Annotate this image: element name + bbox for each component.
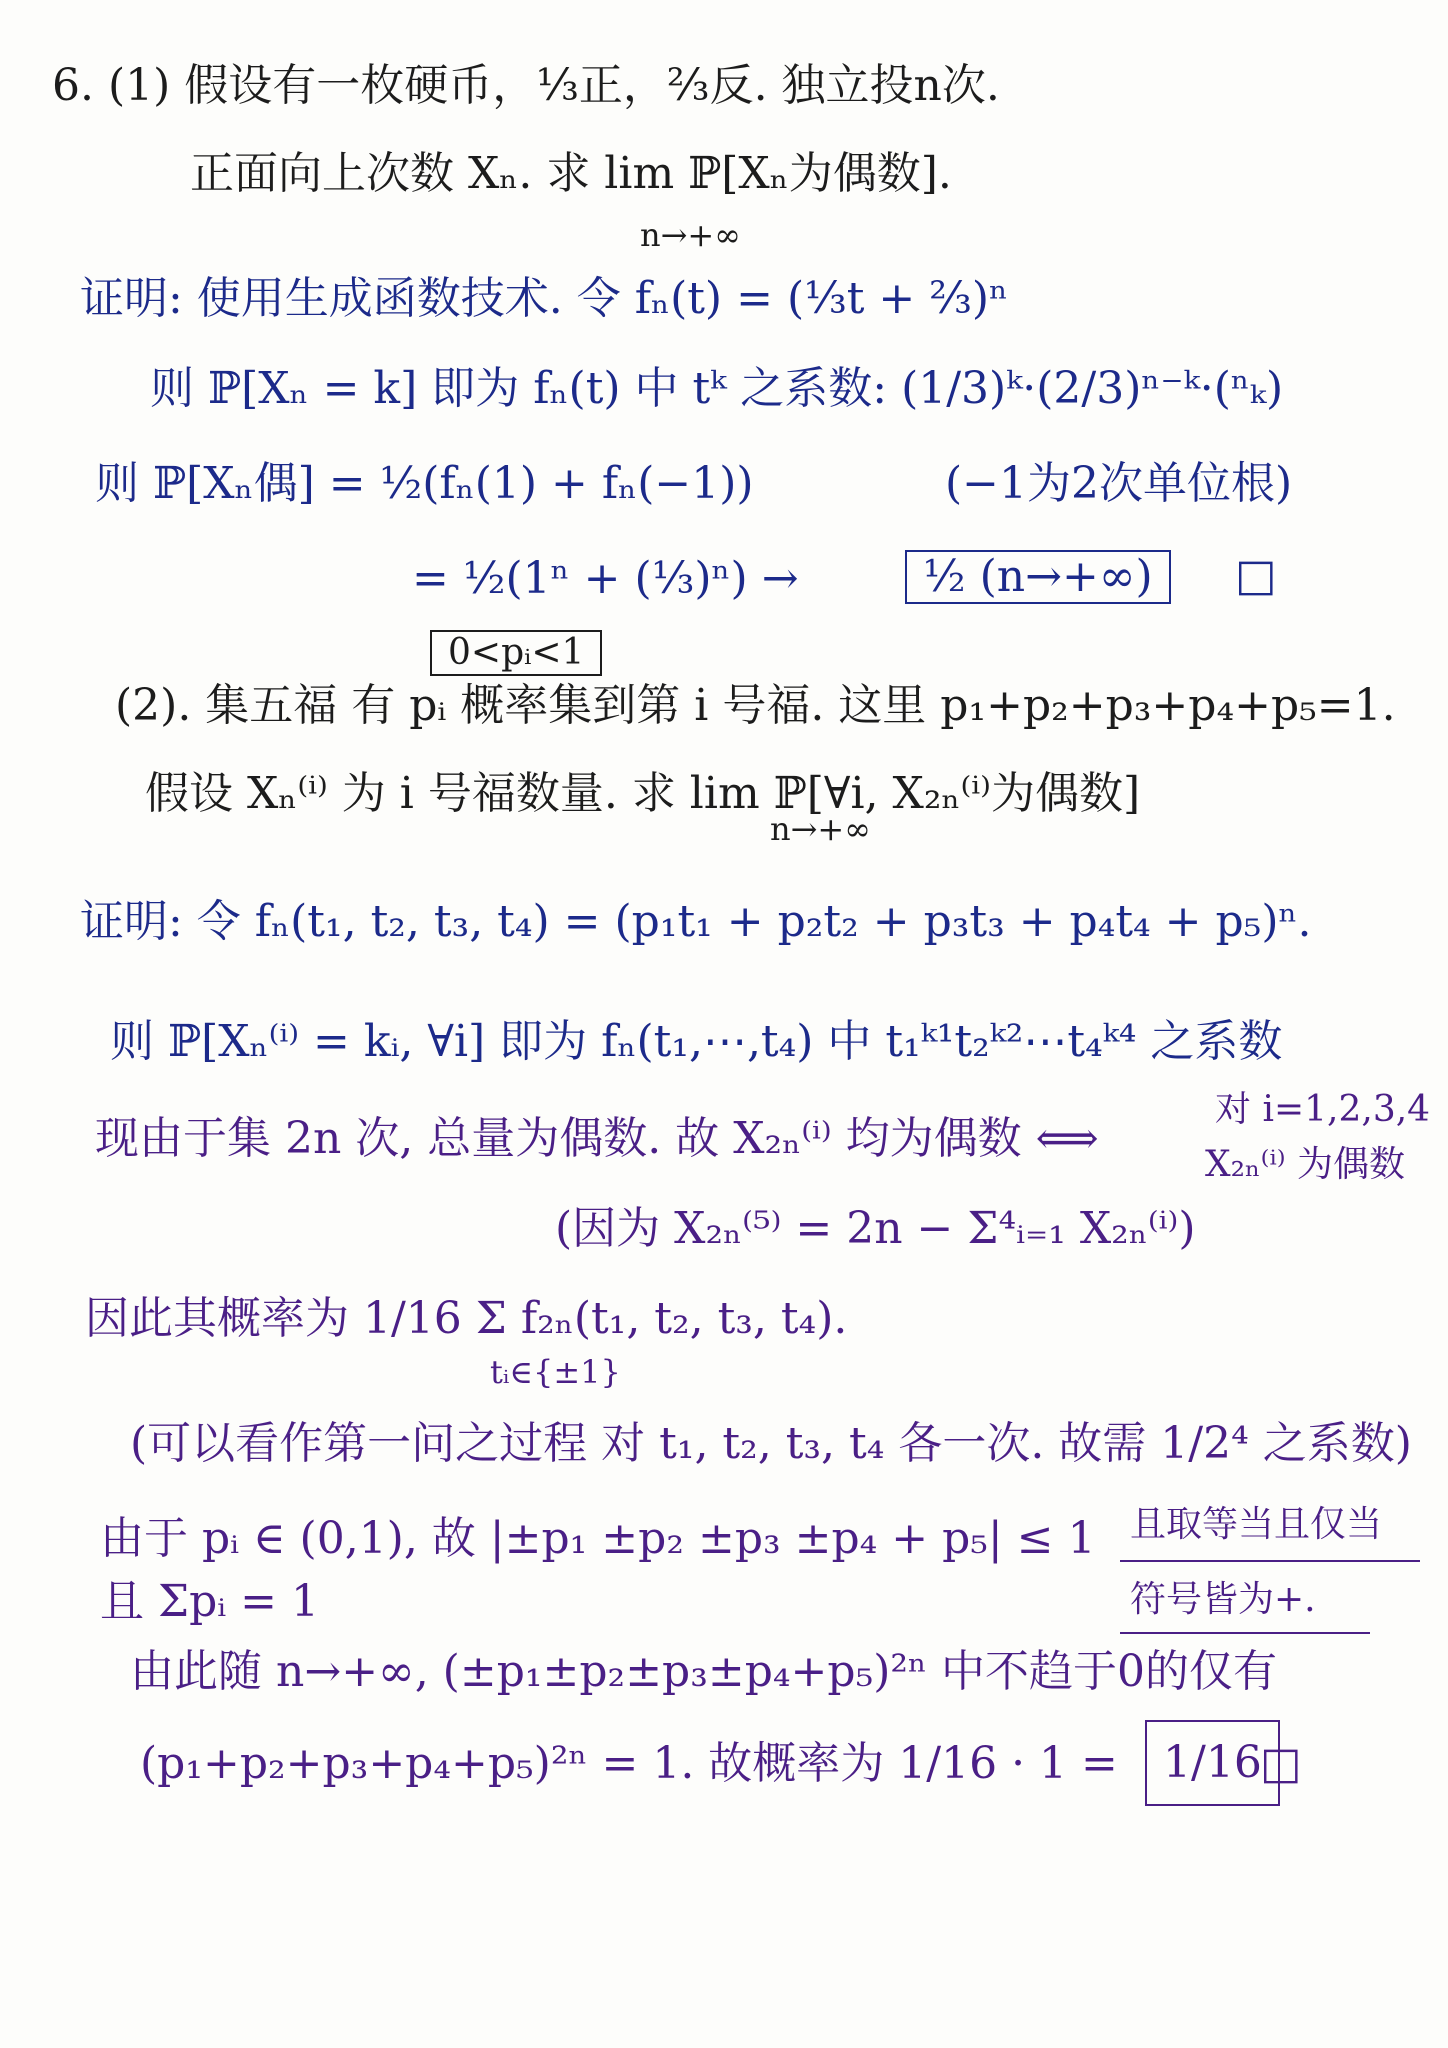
problem2-note-underline2 (1120, 1632, 1370, 1634)
problem2-answer: 1/16 (1145, 1720, 1280, 1806)
problem2-proof-note2: 符号皆为+. (1130, 1579, 1316, 1620)
problem2-proof-line7b: 且 Σpᵢ = 1 (100, 1576, 319, 1627)
problem1-lim-subscript: n→+∞ (640, 216, 741, 254)
problem1-answer: ½ (n→+∞) (905, 550, 1171, 604)
problem2-note-underline1 (1120, 1560, 1420, 1562)
problem2-proof-line7: 由于 pᵢ ∈ (0,1), 故 |±p₁ ±p₂ ±p₃ ±p₄ + p₅| ≤ 1 (100, 1513, 1096, 1564)
problem2-constraint-box: 0<pᵢ<1 (430, 630, 602, 676)
problem1-proof-line4: = ½(1ⁿ + (⅓)ⁿ) → (412, 553, 799, 604)
problem1-proof-line3: 则 ℙ[Xₙ偶] = ½(fₙ(1) + fₙ(−1)) (95, 458, 754, 509)
problem2-proof-line6: (可以看作第一问之过程 对 t₁, t₂, t₃, t₄ 各一次. 故需 1/2⁴ 之系数) (130, 1418, 1412, 1469)
problem1-statement-line2: 正面向上次数 Xₙ. 求 lim ℙ[Xₙ为偶数]. (190, 148, 952, 199)
problem2-proof-line3-right2: X₂ₙ⁽ⁱ⁾ 为偶数 (1205, 1144, 1406, 1185)
problem2-proof-line3-right1: 对 i=1,2,3,4 (1215, 1089, 1431, 1130)
problem1-proof-note: (−1为2次单位根) (945, 458, 1293, 509)
problem1-qed: □ (1235, 550, 1277, 601)
problem1-proof-line2: 则 ℙ[Xₙ = k] 即为 fₙ(t) 中 tᵏ 之系数: (1/3)ᵏ·(2/3)ⁿ⁻ᵏ·(ⁿₖ) (150, 363, 1284, 414)
problem2-proof-line5: 因此其概率为 1/16 Σ f₂ₙ(t₁, t₂, t₃, t₄). (85, 1293, 848, 1344)
problem2-proof-line1: 证明: 令 fₙ(t₁, t₂, t₃, t₄) = (p₁t₁ + p₂t₂ + p₃t₃ + p₄t₄ + p₅)ⁿ. (80, 896, 1312, 947)
problem2-proof-line4: (因为 X₂ₙ⁽⁵⁾ = 2n − Σ⁴ᵢ₌₁ X₂ₙ⁽ⁱ⁾) (555, 1203, 1196, 1254)
problem2-lim-subscript: n→+∞ (770, 810, 871, 848)
problem2-proof-line9: (p₁+p₂+p₃+p₄+p₅)²ⁿ = 1. 故概率为 1/16 · 1 = (140, 1738, 1118, 1789)
problem2-proof-line8: 由此随 n→+∞, (±p₁±p₂±p₃±p₄+p₅)²ⁿ 中不趋于0的仅有 (130, 1646, 1278, 1697)
problem2-statement-line2: 假设 Xₙ⁽ⁱ⁾ 为 i 号福数量. 求 lim ℙ[∀i, X₂ₙ⁽ⁱ⁾为偶数] (145, 768, 1141, 819)
problem2-constraint (430, 630, 602, 676)
problem2-proof-line3: 现由于集 2n 次, 总量为偶数. 故 X₂ₙ⁽ⁱ⁾ 均为偶数 ⟺ (95, 1113, 1099, 1164)
problem1-statement-line1: 6. (1) 假设有一枚硬币，⅓正，⅔反. 独立投n次. (52, 60, 1000, 111)
problem2-proof-line2: 则 ℙ[Xₙ⁽ⁱ⁾ = kᵢ, ∀i] 即为 fₙ(t₁,⋯,t₄) 中 t₁ᵏ¹t₂ᵏ²⋯t₄ᵏ⁴ 之系数 (110, 1016, 1283, 1067)
problem1-answer-box (905, 550, 1171, 604)
problem2-qed: □ (1260, 1738, 1302, 1789)
problem2-statement-line1: (2). 集五福 有 pᵢ 概率集到第 i 号福. 这里 p₁+p₂+p₃+p₄+p₅=1. (115, 680, 1396, 731)
problem2-proof-note1: 且取等当且仅当 (1130, 1504, 1383, 1545)
problem1-proof-line1: 证明: 使用生成函数技术. 令 fₙ(t) = (⅓t + ⅔)ⁿ (80, 273, 1009, 324)
problem2-proof-sum-subscript: tᵢ∈{±1} (490, 1353, 621, 1391)
